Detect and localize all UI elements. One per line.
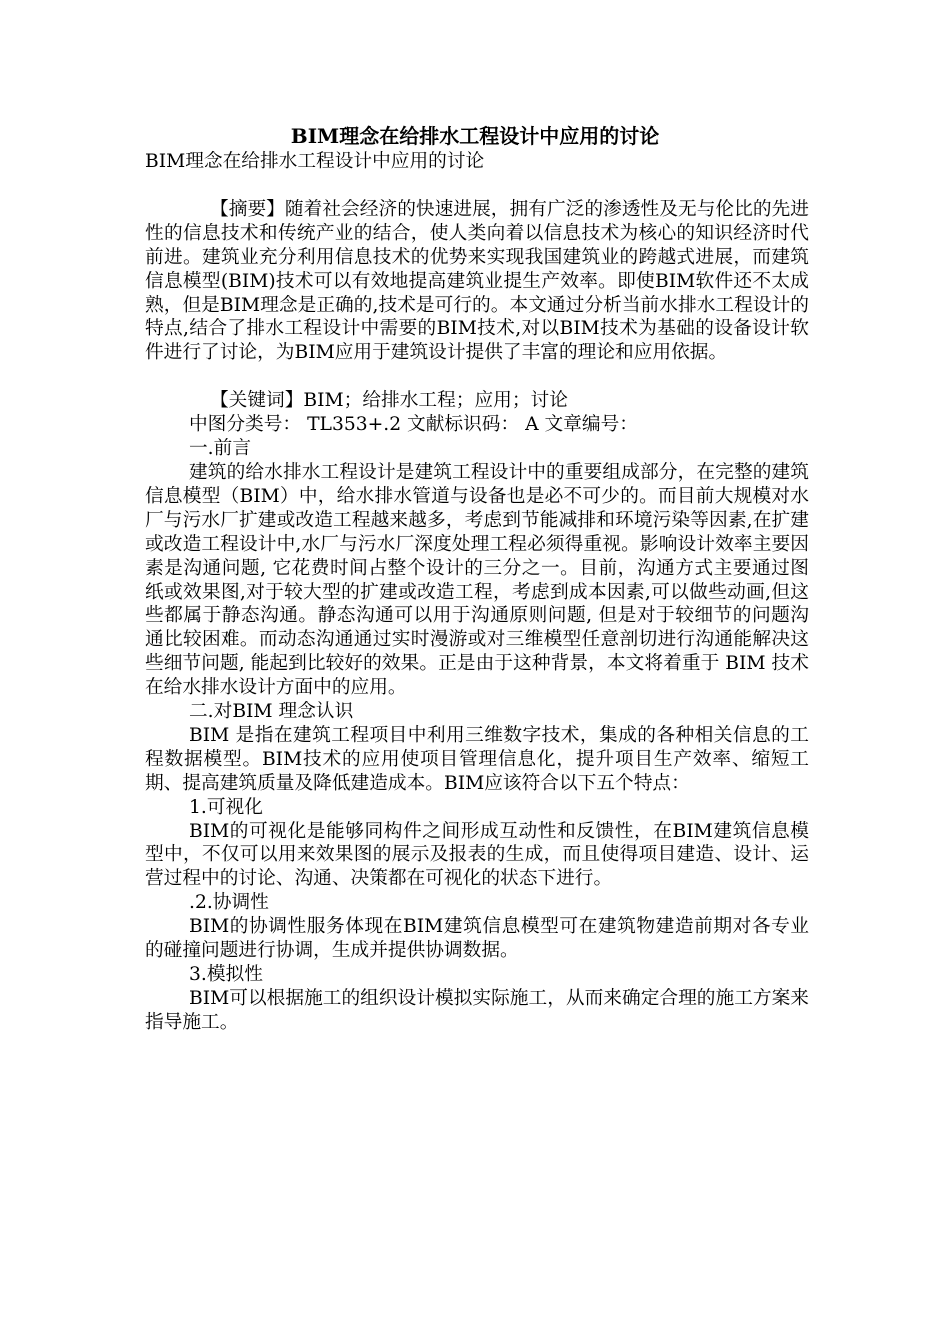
simulation-paragraph: BIM可以根据施工的组织设计模拟实际施工，从而来确定合理的施工方案来指导施工。 <box>145 987 809 1033</box>
document-title: BIM理念在给排水工程设计中应用的讨论 <box>290 124 660 148</box>
introduction-paragraph: 建筑的给水排水工程设计是建筑工程设计中的重要组成部分，在完整的建筑信息模型（BIM）中，给水排水管道与设备也是必不可少的。而目前大规模对水厂与污水厂扩建或改造工程越来越多，考虑到节能减排和环境污染等因素,在扩建或改造工程设计中,水厂与污水厂深度处理工程必须得重视。影响设计效率主要因素是沟通问题, 它花费时间占整个设计的三分之一。目前，沟通方式主要通过图纸或效果图,对于较大型的扩建或改造工程，考虑到成本因素,可以做些动画,但这些都属于静态沟通。静态沟通可以用于沟通原则问题, 但是对于较细节的问题沟通比较困难。而动态沟通通过实时漫游或对三维模型任意剖切进行沟通能解决这些细节问题, 能起到比较好的效果。正是由于这种背景，本文将着重于 BIM 技术在给水排水设计方面中的应用。 <box>145 461 809 699</box>
classification-line: 中图分类号： TL353+.2 文献标识码： A 文章编号： <box>189 414 638 436</box>
coordination-paragraph: BIM的协调性服务体现在BIM建筑信息模型可在建筑物建造前期对各专业的碰撞问题进行协调，生成并提供协调数据。 <box>145 916 809 962</box>
document-body <box>145 150 809 1035</box>
section-heading-introduction: 一.前言 <box>189 438 252 460</box>
document-subtitle: BIM理念在给排水工程设计中应用的讨论 <box>145 151 485 172</box>
subheading-coordination: .2.协调性 <box>189 892 269 914</box>
abstract-paragraph: 【摘要】随着社会经济的快速进展，拥有广泛的渗透性及无与伦比的先进性的信息技术和传统产业的结合，使人类向着以信息技术为核心的知识经济时代前进。建筑业充分利用信息技术的优势来实现我国建筑业的跨越式进展，而建筑信息模型(BIM)技术可以有效地提高建筑业提生产效率。即使BIM软件还不太成熟，但是BIM理念是正确的,技术是可行的。本文通过分析当前水排水工程设计的特点,结合了排水工程设计中需要的BIM技术,对以BIM技术为基础的设备设计软件进行了讨论，为BIM应用于建筑设计提供了丰富的理论和应用依据。 <box>145 198 809 364</box>
bim-concept-paragraph: BIM 是指在建筑工程项目中利用三维数字技术，集成的各种相关信息的工程数据模型。BIM技术的应用使项目管理信息化，提升项目生产效率、缩短工期、提高建筑质量及降低建造成本。BIM应该符合以下五个特点： <box>145 724 809 794</box>
spacer <box>145 174 809 198</box>
visualization-paragraph: BIM的可视化是能够同构件之间形成互动性和反馈性，在BIM建筑信息模型中，不仅可以用来效果图的展示及报表的生成，而且使得项目建造、设计、运营过程中的讨论、沟通、决策都在可视化的状态下进行。 <box>145 820 809 890</box>
section-heading-bim-concept: 二.对BIM 理念认识 <box>189 701 354 723</box>
subheading-visualization: 1.可视化 <box>189 796 263 818</box>
keywords-line: 【关键词】BIM；给排水工程；应用；讨论 <box>210 390 568 412</box>
spacer <box>145 365 809 389</box>
subheading-simulation: 3.模拟性 <box>189 964 263 985</box>
